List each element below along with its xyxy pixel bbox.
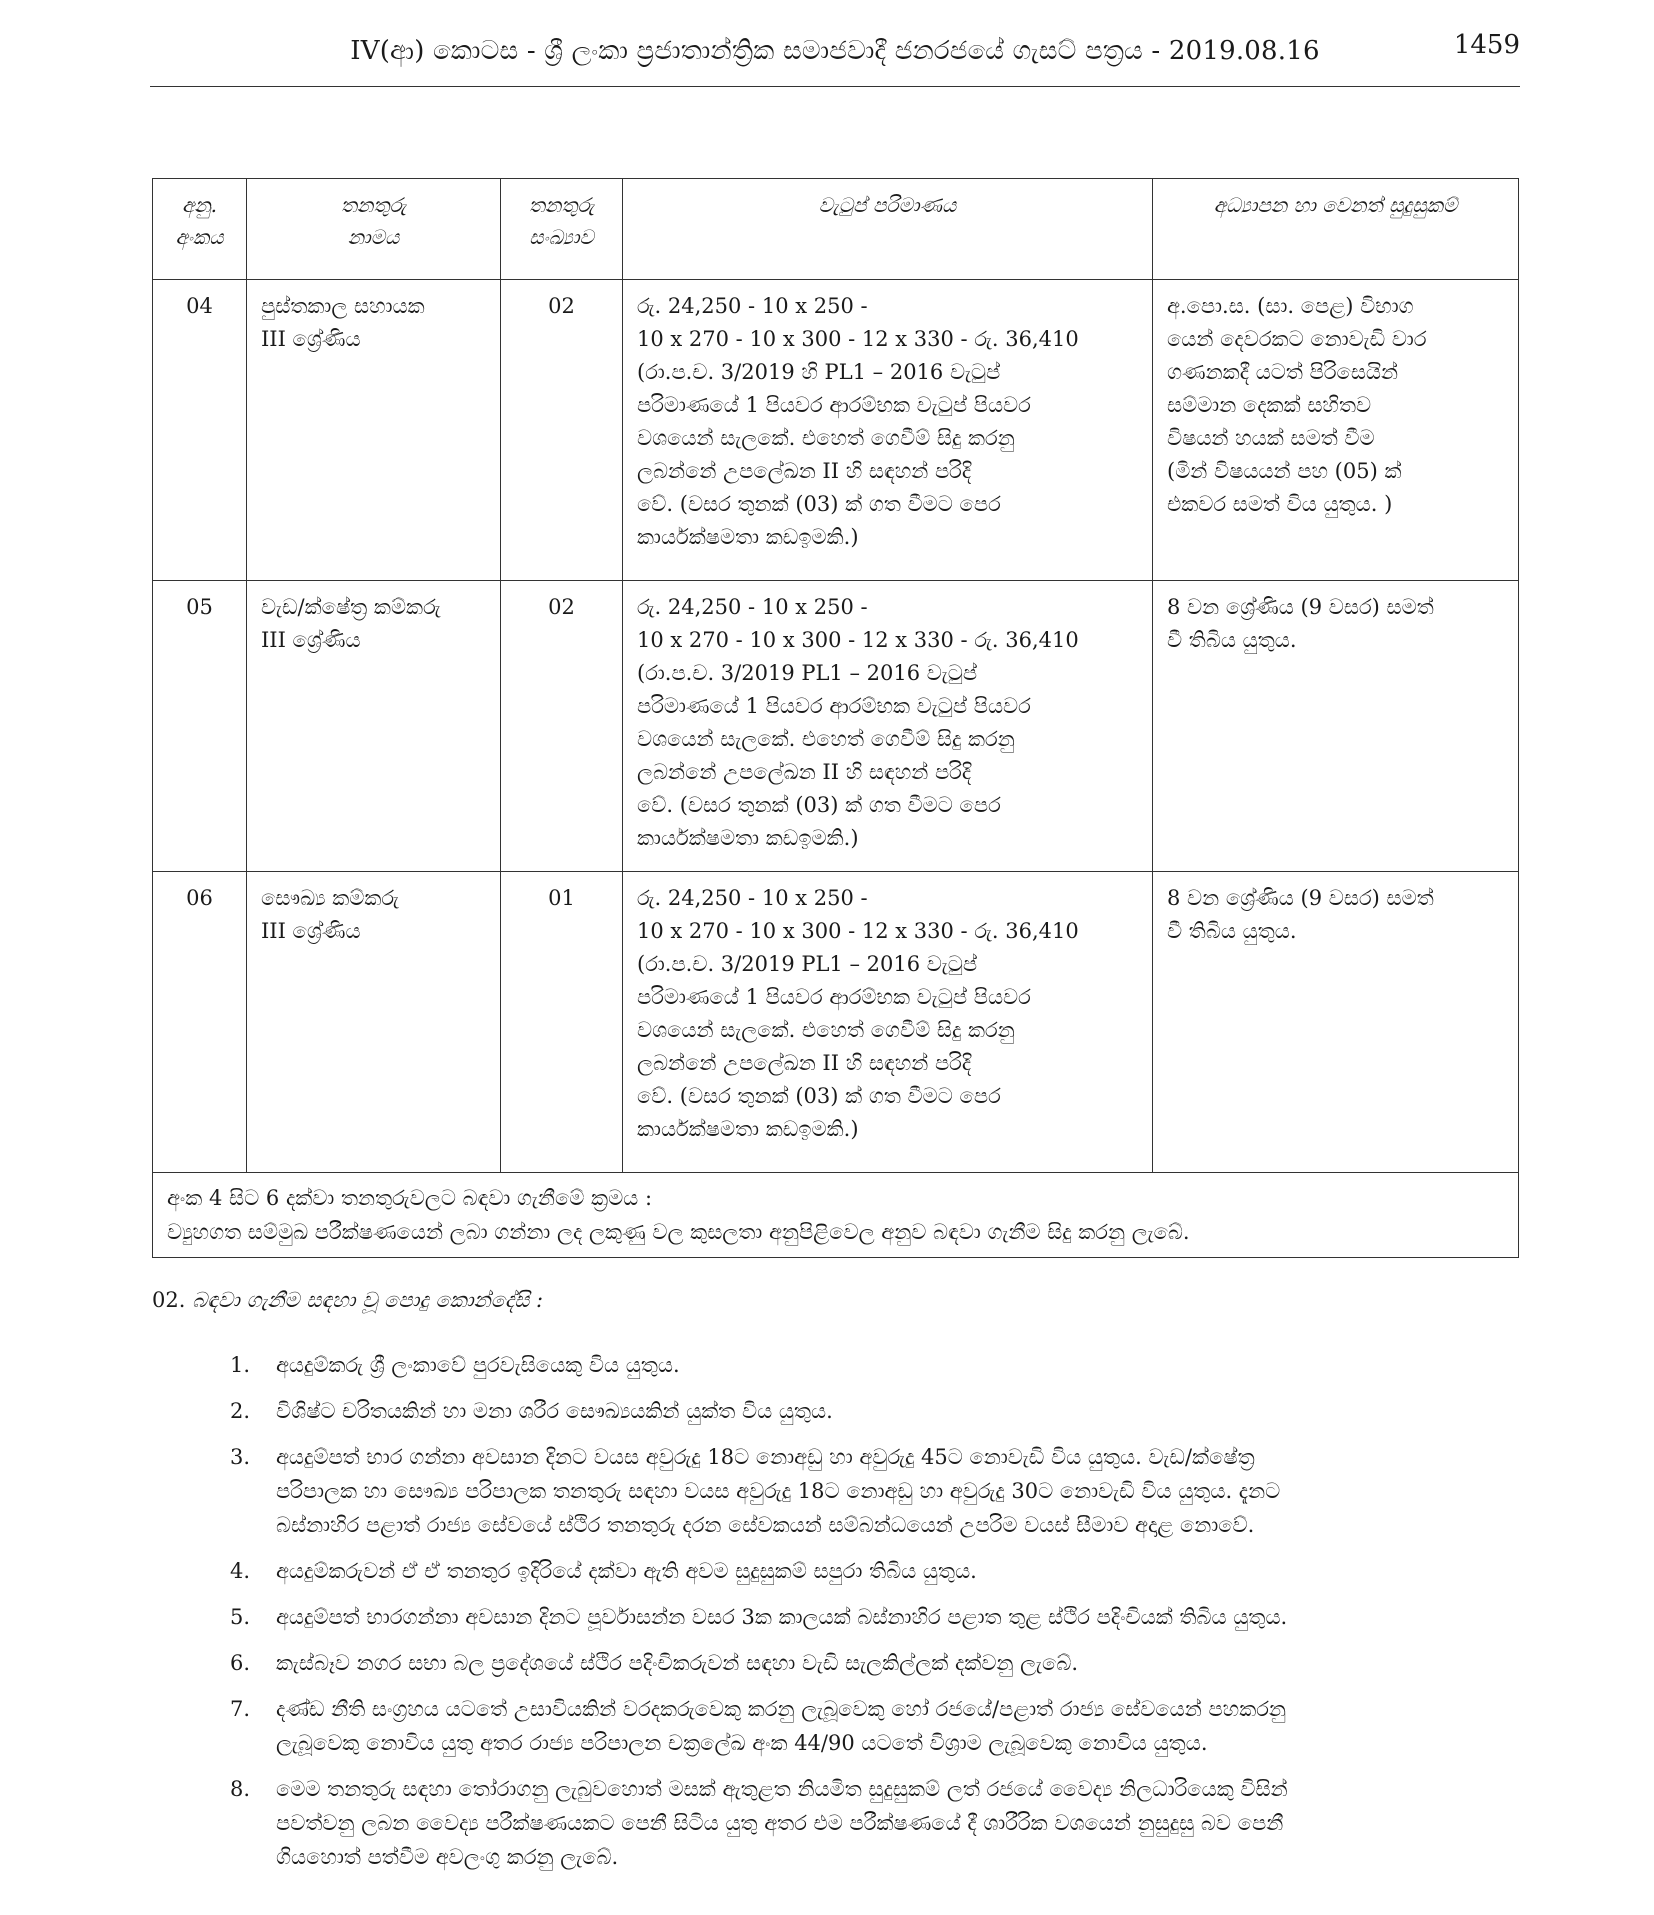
- qualifications-cell: අ.පො.ස. (සා. පෙළ) විභාග යෙන් දෙවරකට නොවැඩි වාර ගණනකදී යටත් පිරිසෙයින් සම්මාන දෙකක් සහිතව විෂයන් හයක් සමත් වීම (මින් විෂයයන් පහ (05) ක් එකවර සමත් විය යුතුය. ): [1153, 280, 1519, 581]
- column-header-post-name: තනතුරු නාමය: [247, 179, 501, 280]
- item-number: 6.: [230, 1651, 251, 1675]
- page-header: [150, 20, 1520, 87]
- post-count-cell: 02: [501, 280, 623, 581]
- list-item: 1. අයදුම්කරු ශ්‍රී ලංකාවේ පුරවැසියෙකු විය යුතුය.: [152, 1348, 1522, 1382]
- section-heading: [152, 1288, 543, 1313]
- item-number: 5.: [230, 1605, 251, 1629]
- table-row: [153, 581, 1519, 872]
- post-name-cell: පුස්තකාල සහායක III ශ්‍රේණිය: [247, 280, 501, 581]
- column-header-qualifications: අධ්‍යාපන හා වෙනත් සුදුසුකම්: [1153, 179, 1519, 280]
- list-item: 6. කැස්බෑව නගර සභා බල ප්‍රදේශයේ ස්ථිර පදිංචිකරුවන් සඳහා වැඩි සැලකිල්ලක් දක්වනු ලැබේ.: [152, 1646, 1522, 1680]
- list-item: 4. අයදුම්කරුවන් ඒ ඒ තනතුර ඉදිරියේ දක්වා ඇති අවම සුදුසුකම් සපුරා තිබිය යුතුය.: [152, 1554, 1522, 1588]
- salary-scale-cell: රු. 24,250 - 10 x 250 - 10 x 270 - 10 x 300 - 12 x 330 - රු. 36,410 (රා.ප.ච. 3/2019 PL1 – 2016 වැටුප් පරිමාණයේ 1 පියවර ආරම්භක වැටුප් පියවර වශයෙන් සැලකේ. එහෙත් ගෙවීම් සිදු කරනු ලබන්නේ උපලේඛන II හි සඳහන් පරිදි වේ. (වසර තුනක් (03) ක් ගත වීමට පෙර කාර්යක්ෂමතා කඩඉමකි.): [623, 872, 1153, 1173]
- serial-no-cell: 04: [153, 280, 247, 581]
- section-number: 02.: [152, 1288, 186, 1312]
- item-number: 7.: [230, 1697, 251, 1721]
- note-body: ව්‍යුහගත සම්මුඛ පරීක්ෂණයෙන් ලබා ගන්නා ලද ලකුණු වල කුසලතා අනුපිළිවෙල අනුව බඳවා ගැනීම සිදු කරනු ලැබේ.: [167, 1220, 1190, 1244]
- table-row: [153, 872, 1519, 1173]
- column-header-salary-scale: වැටුප් පරිමාණය: [623, 179, 1153, 280]
- list-item: 5. අයදුම්පත් භාරගන්නා අවසාන දිනට පූර්වාසන්න වසර 3ක කාලයක් බස්නාහිර පළාත තුළ ස්ථිර පදිංචියක් තිබිය යුතුය.: [152, 1600, 1522, 1634]
- serial-no-cell: 06: [153, 872, 247, 1173]
- table-note-row: [153, 1173, 1519, 1258]
- list-item: 2. විශිෂ්ට චරිතයකින් හා මනා ශරීර සෞඛ්‍යයකින් යුක්ත විය යුතුය.: [152, 1394, 1522, 1428]
- item-number: 8.: [230, 1777, 251, 1801]
- recruitment-method-note: [153, 1173, 1519, 1258]
- post-count-cell: 02: [501, 581, 623, 872]
- general-conditions-list: [152, 1348, 1522, 1886]
- section-title: බඳවා ගැනීම සඳහා වූ පොදු කොන්දේසි :: [192, 1288, 544, 1312]
- vacancy-table: [152, 178, 1519, 1258]
- item-number: 4.: [230, 1559, 251, 1583]
- gazette-title: IV(ආ) කොටස - ශ්‍රී ලංකා ප්‍රජාතාන්ත්‍රික සමාජවාදී ජනරජයේ ගැසට් පත්‍රය - 2019.08.16: [350, 36, 1320, 66]
- qualifications-cell: 8 වන ශ්‍රේණිය (9 වසර) සමත් වී තිබිය යුතුය.: [1153, 581, 1519, 872]
- qualifications-cell: 8 වන ශ්‍රේණිය (9 වසර) සමත් වී තිබිය යුතුය.: [1153, 872, 1519, 1173]
- item-number: 2.: [230, 1399, 251, 1423]
- post-name-cell: වැඩ/ක්ෂේත්‍ර කම්කරු III ශ්‍රේණිය: [247, 581, 501, 872]
- list-item: 3. අයදුම්පත් භාර ගන්නා අවසාන දිනට වයස අවුරුදු 18ට නොඅඩු හා අවුරුදු 45ට නොවැඩි විය යුතුය. වැඩ/ක්ෂේත්‍ර පරිපාලක හා සෞඛ්‍ය පරිපාලක තනතුරු සඳහා වයස අවුරුදු 18ට නොඅඩු හා අවුරුදු 30ට නොවැඩි විය යුතුය. දැනට බස්නාහිර පළාත් රාජ්‍ය සේවයේ ස්ථිර තනතුරු දරන සේවකයන් සම්බන්ධයෙන් උපරිම වයස් සීමාව අදාළ නොවේ.: [152, 1440, 1522, 1542]
- post-name-cell: සෞඛ්‍ය කම්කරු III ශ්‍රේණිය: [247, 872, 501, 1173]
- table-row: [153, 280, 1519, 581]
- table-header-row: [153, 179, 1519, 280]
- item-number: 1.: [230, 1353, 251, 1377]
- item-number: 3.: [230, 1445, 251, 1469]
- page-number: 1459: [1453, 30, 1520, 60]
- post-count-cell: 01: [501, 872, 623, 1173]
- list-item: 7. දණ්ඩ නීති සංග්‍රහය යටතේ උසාවියකින් වරදකරුවෙකු කරනු ලැබූවෙකු හෝ රජයේ/පළාත් රාජ්‍ය සේවයෙන් පහකරනු ලැබූවෙකු නොවිය යුතු අතර රාජ්‍ය පරිපාලන චක්‍රලේඛ අංක 44/90 යටතේ විශ්‍රාම ලැබූවෙකු නොවිය යුතුය.: [152, 1692, 1522, 1760]
- salary-scale-cell: රු. 24,250 - 10 x 250 - 10 x 270 - 10 x 300 - 12 x 330 - රු. 36,410 (රා.ප.ච. 3/2019 PL1 – 2016 වැටුප් පරිමාණයේ 1 පියවර ආරම්භක වැටුප් පියවර වශයෙන් සැලකේ. එහෙත් ගෙවීම් සිදු කරනු ලබන්නේ උපලේඛන II හි සඳහන් පරිදි වේ. (වසර තුනක් (03) ක් ගත වීමට පෙර කාර්යක්ෂමතා කඩඉමකි.): [623, 581, 1153, 872]
- serial-no-cell: 05: [153, 581, 247, 872]
- column-header-serial-no: අනු. අංකය: [153, 179, 247, 280]
- column-header-post-count: තනතුරු සංඛ්‍යාව: [501, 179, 623, 280]
- salary-scale-cell: රු. 24,250 - 10 x 250 - 10 x 270 - 10 x 300 - 12 x 330 - රු. 36,410 (රා.ප.ච. 3/2019 හි PL1 – 2016 වැටුප් පරිමාණයේ 1 පියවර ආරම්භක වැටුප් පියවර වශයෙන් සැලකේ. එහෙත් ගෙවීම් සිදු කරනු ලබන්නේ උපලේඛන II හි සඳහන් පරිදි වේ. (වසර තුනක් (03) ක් ගත වීමට පෙර කාර්යක්ෂමතා කඩඉමකි.): [623, 280, 1153, 581]
- list-item: 8. මෙම තනතුරු සඳහා තෝරාගනු ලැබුවහොත් මසක් ඇතුළත නියමිත සුදුසුකම් ලත් රජයේ වෛද්‍ය නිලධාරියෙකු විසින් පවත්වනු ලබන වෛද්‍ය පරීක්ෂණයකට පෙනී සිටිය යුතු අතර එම පරීක්ෂණයේ දී ශාරීරික වශයෙන් නුසුදුසු බව පෙනී ගියහොත් පත්වීම අවලංගු කරනු ලැබේ.: [152, 1772, 1522, 1874]
- note-heading: අංක 4 සිට 6 දක්වා තනතුරුවලට බඳවා ගැනීමේ ක්‍රමය :: [167, 1186, 653, 1210]
